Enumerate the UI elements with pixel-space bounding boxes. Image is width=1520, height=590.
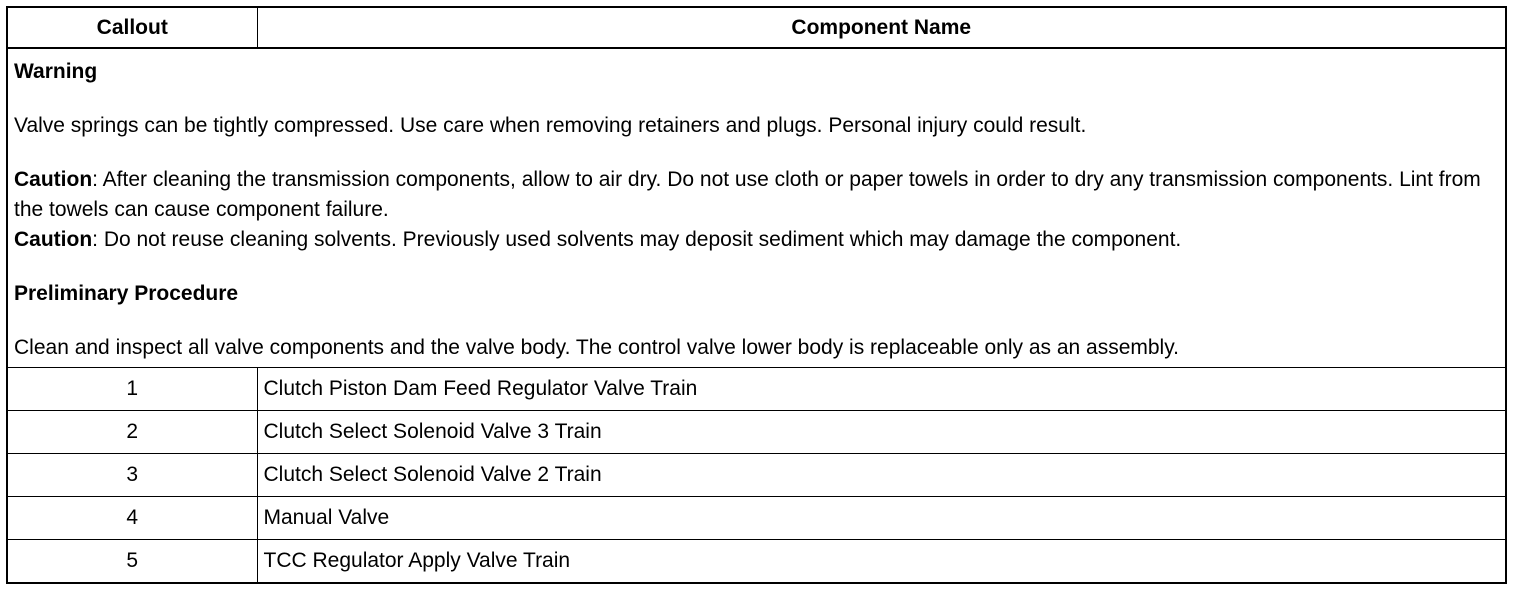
caution-note-2 — [14, 225, 1499, 255]
warning-heading: Warning — [14, 60, 98, 83]
component-table — [6, 6, 1507, 584]
component-name-cell: TCC Regulator Apply Valve Train — [257, 540, 1506, 584]
table-row — [7, 368, 1506, 411]
caution-note-1 — [14, 165, 1499, 225]
callout-cell: 2 — [7, 411, 257, 454]
table-header-row — [7, 7, 1506, 48]
procedure-heading: Preliminary Procedure — [14, 282, 239, 305]
callout-cell: 4 — [7, 497, 257, 540]
callout-cell: 5 — [7, 540, 257, 584]
component-name-cell: Clutch Select Solenoid Valve 2 Train — [257, 454, 1506, 497]
table-row — [7, 411, 1506, 454]
caution-text-2: : Do not reuse cleaning solvents. Previously used solvents may deposit sediment which may damage the component. — [92, 228, 1182, 251]
notes-cell — [7, 48, 1506, 368]
callout-cell: 3 — [7, 454, 257, 497]
header-callout: Callout — [7, 7, 257, 48]
table-row — [7, 540, 1506, 584]
caution-text-1: : After cleaning the transmission components, allow to air dry. Do not use cloth or paper towels in order to dry any transmission components. Lint from the towels can cause component failure. — [14, 168, 1481, 221]
caution-label-2: Caution — [14, 228, 93, 251]
callout-cell: 1 — [7, 368, 257, 411]
table-row — [7, 497, 1506, 540]
component-name-cell: Clutch Piston Dam Feed Regulator Valve Train — [257, 368, 1506, 411]
table-row — [7, 454, 1506, 497]
component-name-cell: Manual Valve — [257, 497, 1506, 540]
warning-text: Valve springs can be tightly compressed. Use care when removing retainers and plugs. Personal injury could result. — [14, 114, 1087, 137]
notes-row — [7, 48, 1506, 368]
caution-label-1: Caution — [14, 168, 93, 191]
procedure-text: Clean and inspect all valve components and the valve body. The control valve lower body is replaceable only as an assembly. — [14, 336, 1179, 359]
header-component-name: Component Name — [257, 7, 1506, 48]
component-name-cell: Clutch Select Solenoid Valve 3 Train — [257, 411, 1506, 454]
